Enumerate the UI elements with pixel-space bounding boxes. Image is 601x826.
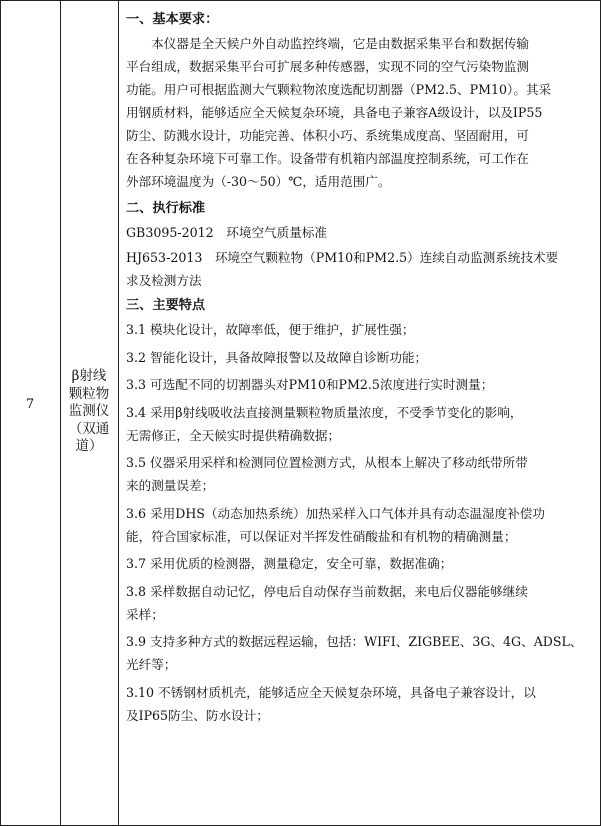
feature-item — [126, 502, 592, 548]
feature-line: 3.8 采样数据自动记忆，停电后自动保存当前数据，来电后仪器能够继续 — [126, 583, 528, 599]
instrument-name-line: 道） — [75, 438, 103, 454]
instrument-name-line: β射线 — [71, 368, 107, 384]
feature-line: 3.9 支持多种方式的数据远程运输，包括：WIFI、ZIGBEE、3G、4G、ADSL、 — [126, 634, 583, 649]
feature-line: 3.5 仪器采用采样和检测同位置检测方式，从根本上解决了移动纸带所带 — [126, 455, 528, 470]
feature-line: 来的测量误差； — [126, 478, 215, 493]
feature-item — [126, 552, 592, 575]
basic-requirements-line: 外部环境温度为（-30～50）℃，适用范围广。 — [126, 174, 391, 189]
instrument-name — [61, 368, 117, 456]
table-border-left — [0, 0, 1, 826]
feature-item — [126, 580, 592, 626]
feature-line: 3.10 不锈钢材质机壳，能够适应全天候复杂环境，具备电子兼容设计，以 — [126, 684, 536, 700]
basic-requirements-line: 功能。用户可根据监测大气颗粒物浓度选配切割器（PM2.5、PM10）。其采 — [126, 82, 552, 97]
feature-item — [126, 346, 592, 369]
feature-line: 能，符合国家标准，可以保证对半挥发性硝酸盐和有机物的精确测量； — [126, 528, 517, 544]
instrument-name-line: 颗粒物 — [68, 385, 110, 402]
feature-line: 3.7 采用优质的检测器，测量稳定，安全可靠，数据准确； — [126, 556, 453, 571]
section-heading-standards: 二、执行标准 — [126, 201, 206, 216]
feature-line: 3.1 模块化设计，故障率低，便于维护，扩展性强； — [126, 322, 415, 337]
feature-item — [126, 451, 592, 497]
table-border-top — [0, 0, 601, 1]
feature-line: 光纤等； — [126, 657, 177, 672]
feature-line: 无需修正，全天候实时提供精确数据； — [126, 427, 341, 443]
standard-line: HJ653-2013 环境空气颗粒物（PM10和PM2.5）连续自动监测系统技术要 — [126, 250, 559, 265]
basic-requirements-line: 本仪器是全天候户外自动监控终端，它是由数据采集平台和数据传输 — [151, 36, 529, 51]
feature-line: 3.3 可选配不同的切割器头对PM10和PM2.5浓度进行实时测量； — [126, 377, 494, 392]
feature-line: 3.4 采用β射线吸收法直接测量颗粒物质量浓度，不受季节变化的影响， — [126, 404, 523, 420]
basic-requirements-line: 用钢质材料，能够适应全天候复杂环境，具备电子兼容A级设计，以及IP55 — [126, 105, 543, 120]
feature-item — [126, 681, 592, 727]
requirements-content — [126, 8, 592, 731]
basic-requirements-line: 防尘、防溅水设计，功能完善、体积小巧、系统集成度高、坚固耐用，可 — [126, 128, 529, 143]
feature-item — [126, 630, 592, 676]
instrument-name-line: （双通 — [68, 420, 110, 437]
feature-item — [126, 401, 592, 447]
basic-requirements-line: 平台组成，数据采集平台可扩展多种传感器，实现不同的空气污染物监测 — [126, 59, 529, 74]
instrument-name-line: 监测仪 — [68, 403, 110, 419]
standard-item — [126, 246, 592, 292]
basic-requirements-line: 在各种复杂环境下可靠工作。设备带有机箱内部温度控制系统，可工作在 — [126, 151, 529, 166]
feature-item — [126, 318, 592, 341]
standard-line: GB3095-2012 环境空气质量标准 — [126, 225, 328, 240]
feature-item — [126, 373, 592, 396]
row-number: 7 — [25, 397, 35, 412]
section-heading-basic: 一、基本要求： — [126, 12, 219, 27]
standard-item — [126, 221, 592, 244]
feature-line: 3.6 采用DHS（动态加热系统）加热采样入口气体并具有动态温湿度补偿功 — [126, 505, 545, 521]
section-heading-features: 三、主要特点 — [126, 298, 206, 313]
feature-line: 及IP65防尘、防水设计； — [126, 707, 269, 723]
feature-line: 3.2 智能化设计，具备故障报警以及故障自诊断功能； — [126, 349, 428, 365]
table-divider-name — [118, 0, 119, 826]
feature-line: 采样； — [126, 606, 164, 622]
standard-line: 求及检测方法 — [126, 273, 202, 288]
